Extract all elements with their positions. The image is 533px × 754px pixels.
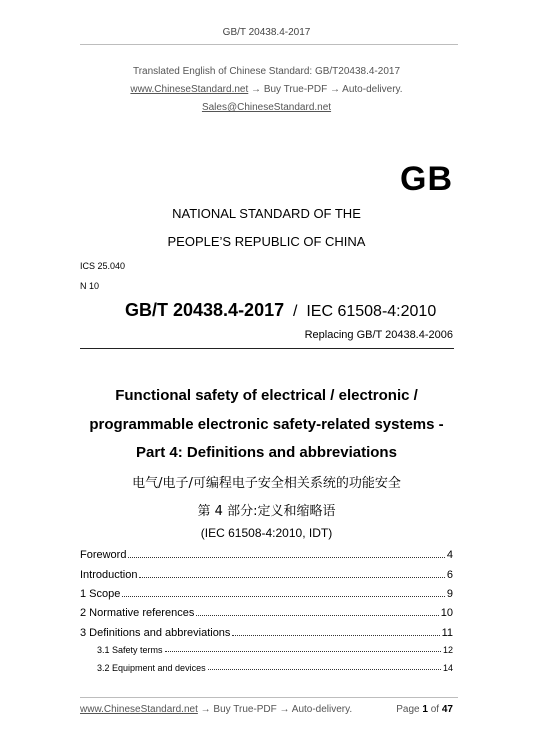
toc-page: 11 [441,627,453,639]
toc-label: 1 Scope [80,588,121,600]
title-line-3: Part 4: Definitions and abbreviations [136,444,397,461]
running-header: GB/T 20438.4-2017 [222,27,311,38]
standard-number: GB/T 20438.4-2017 [125,300,285,320]
toc-leader [196,615,438,616]
toc-label: 3.1 Safety terms [97,645,163,655]
toc-entry[interactable] [80,588,453,600]
chinese-title-1: 电气/电子/可编程电子安全相关系统的功能安全 [132,476,401,491]
toc-entry[interactable] [80,627,453,639]
ccs-code: N 10 [80,281,100,291]
toc-subentry[interactable] [97,663,453,673]
footer-site-link[interactable]: www.ChineseStandard.net [80,704,198,715]
toc-page: 4 [446,549,453,561]
chinese-title-2: 第 4 部分:定义和缩略语 [197,504,336,519]
toc-label: 3.2 Equipment and devices [97,663,206,673]
toc-leader [208,669,441,670]
toc-page: 6 [446,569,453,581]
toc-entry[interactable] [80,607,453,619]
translation-note: Translated English of Chinese Standard: GB/T20438.4-2017 [132,66,401,77]
page-indicator [396,704,453,715]
authority-line-1: NATIONAL STANDARD OF THE [172,206,361,221]
toc-leader [122,596,445,597]
page-total: 47 [441,704,453,715]
toc-page: 10 [440,607,453,619]
header-rule [80,44,458,45]
toc-label: Foreword [80,549,127,561]
toc-leader [139,577,444,578]
equivalence-note: (IEC 61508-4:2010, IDT) [200,526,333,540]
toc-label: 2 Normative references [80,607,195,619]
toc-page: 14 [442,663,453,673]
footer-tagline: → Buy True-PDF → Auto-delivery. [197,704,353,715]
page-number: 1 [422,704,428,715]
toc-leader [165,651,441,652]
page-word: Page [396,704,420,715]
iec-number: IEC 61508-4:2010 [306,303,437,320]
banner-links [0,84,533,95]
title-rule [80,348,454,349]
toc-subentry[interactable] [97,645,453,655]
toc-leader [128,557,444,558]
footer-rule [80,697,458,698]
email-link[interactable]: Sales@ChineseStandard.net [201,102,332,113]
toc-entry[interactable] [80,549,453,561]
toc-page: 9 [446,588,453,600]
title-line-1: Functional safety of electrical / electronic / [115,387,418,404]
authority-line-2: PEOPLE’S REPUBLIC OF CHINA [167,234,366,249]
replacing-note: Replacing GB/T 20438.4-2006 [304,329,453,341]
standard-separator: / [284,303,307,320]
toc-entry[interactable] [80,569,453,581]
footer-links [80,704,352,715]
site-link[interactable]: www.ChineseStandard.net [130,84,249,95]
toc-page: 12 [442,645,453,655]
toc-leader [232,635,439,636]
standard-number-row [125,300,436,321]
toc-label: Introduction [80,569,138,581]
banner-tagline: → Buy True-PDF → Auto-delivery. [248,84,403,95]
of-word: of [430,704,440,715]
email-row [0,102,533,113]
ics-code: ICS 25.040 [80,261,126,271]
toc-label: 3 Definitions and abbreviations [80,627,231,639]
title-line-2: programmable electronic safety-related systems - [89,416,444,433]
gb-logo: GB [400,160,453,198]
